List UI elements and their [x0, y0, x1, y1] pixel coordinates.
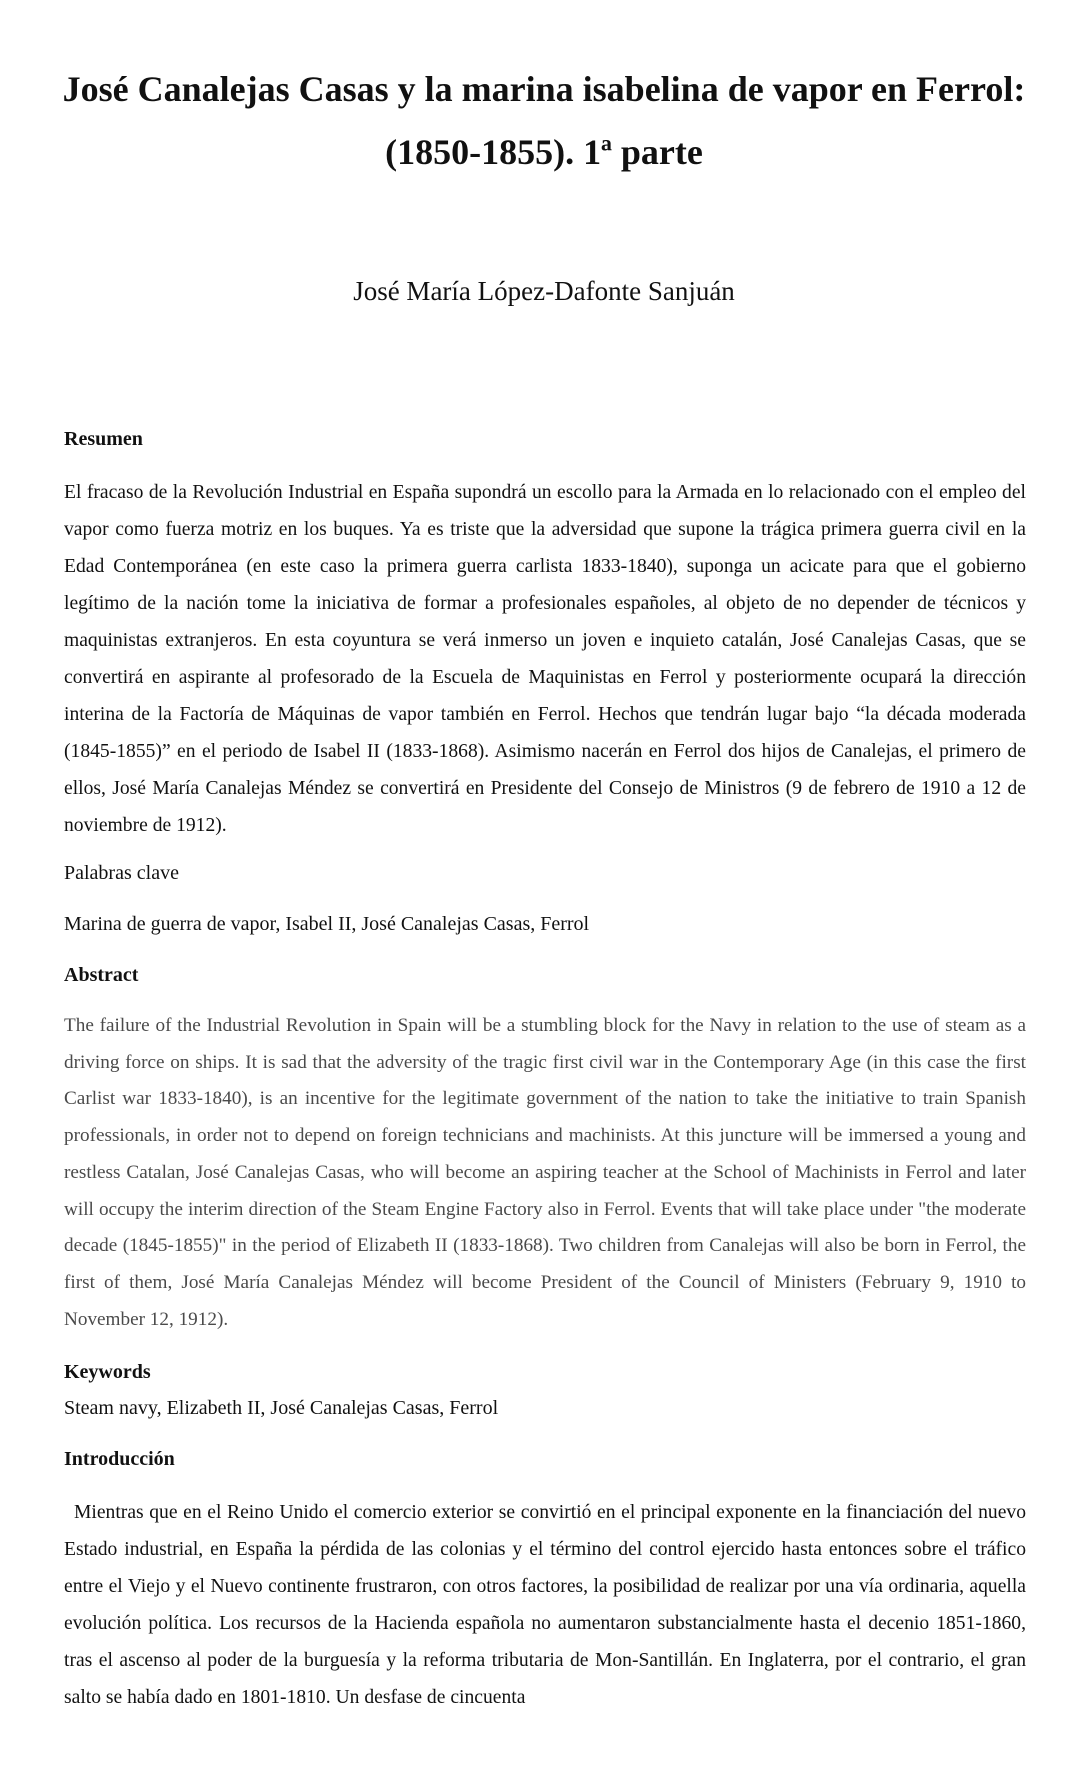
author-name: José María López-Dafonte Sanjuán	[353, 276, 735, 306]
introduccion-heading: Introducción	[64, 1448, 175, 1470]
keywords-heading: Keywords	[64, 1361, 151, 1383]
introduccion-text: Mientras que en el Reino Unido el comercio exterior se convirtió en el principal exponente en la financiación del nuevo Estado industrial, en España la pérdida de las colonias y el término del control ejercido hasta entonces sobre el tráfico entre el Viejo y el Nuevo continente frustraron, con otros factores, la posibilidad de realizar por una vía ordinaria, aquella evolución política. Los recursos de la Hacienda española no aumentaron substancialmente hasta el decenio 1851-1860, tras el ascenso al poder de la burguesía y la reforma tributaria de Mon-Santillán. En Inglaterra, por el contrario, el gran salto se había dado en 1801-1810. Un desfase de cincuenta	[64, 1502, 1026, 1708]
resumen-heading: Resumen	[64, 428, 143, 450]
keywords-text: Steam navy, Elizabeth II, José Canalejas Casas, Ferrol	[64, 1397, 499, 1419]
palabras-clave-heading: Palabras clave	[64, 862, 179, 884]
palabras-clave-text: Marina de guerra de vapor, Isabel II, José Canalejas Casas, Ferrol	[64, 913, 590, 935]
abstract-heading: Abstract	[64, 964, 139, 986]
resumen-text: El fracaso de la Revolución Industrial en España supondrá un escollo para la Armada en lo relacionado con el empleo del vapor como fuerza motriz en los buques. Ya es triste que la adversidad que supone la trágica primera guerra civil en la Edad Contemporánea (en este caso la primera guerra carlista 1833-1840), suponga un acicate para que el gobierno legítimo de la nación tome la iniciativa de formar a profesionales españoles, al objeto de no depender de técnicos y maquinistas extranjeros. En esta coyuntura se verá inmerso un joven e inquieto catalán, José Canalejas Casas, que se convertirá en aspirante al profesorado de la Escuela de Maquinistas en Ferrol y posteriormente ocupará la dirección interina de la Factoría de Máquinas de vapor también en Ferrol. Hechos que tendrán lugar bajo “la década moderada (1845-1855)” en el periodo de Isabel II (1833-1868). Asimismo nacerán en Ferrol dos hijos de Canalejas, el primero de ellos, José María Canalejas Méndez se convertirá en Presidente del Consejo de Ministros (9 de febrero de 1910 a 12 de noviembre de 1912).	[64, 482, 1026, 836]
abstract-text: The failure of the Industrial Revolution in Spain will be a stumbling block for the Navy in relation to the use of steam as a driving force on ships. It is sad that the adversity of the tragic first civil war in the Contemporary Age (in this case the first Carlist war 1833-1840), is an incentive for the legitimate government of the nation to take the initiative to train Spanish professionals, in order not to depend on foreign technicians and machinists. At this juncture will be immersed a young and restless Catalan, José Canalejas Casas, who will become an aspiring teacher at the School of Machinists in Ferrol and later will occupy the interim direction of the Steam Engine Factory also in Ferrol. Events that will take place under "the moderate decade (1845-1855)" in the period of Elizabeth II (1833-1868). Two children from Canalejas will also be born in Ferrol, the first of them, José María Canalejas Méndez will become President of the Council of Ministers (February 9, 1910 to November 12, 1912).	[64, 1015, 1026, 1330]
article-title: José Canalejas Casas y la marina isabelina de vapor en Ferrol: (1850-1855). 1ª parte	[62, 69, 1026, 172]
